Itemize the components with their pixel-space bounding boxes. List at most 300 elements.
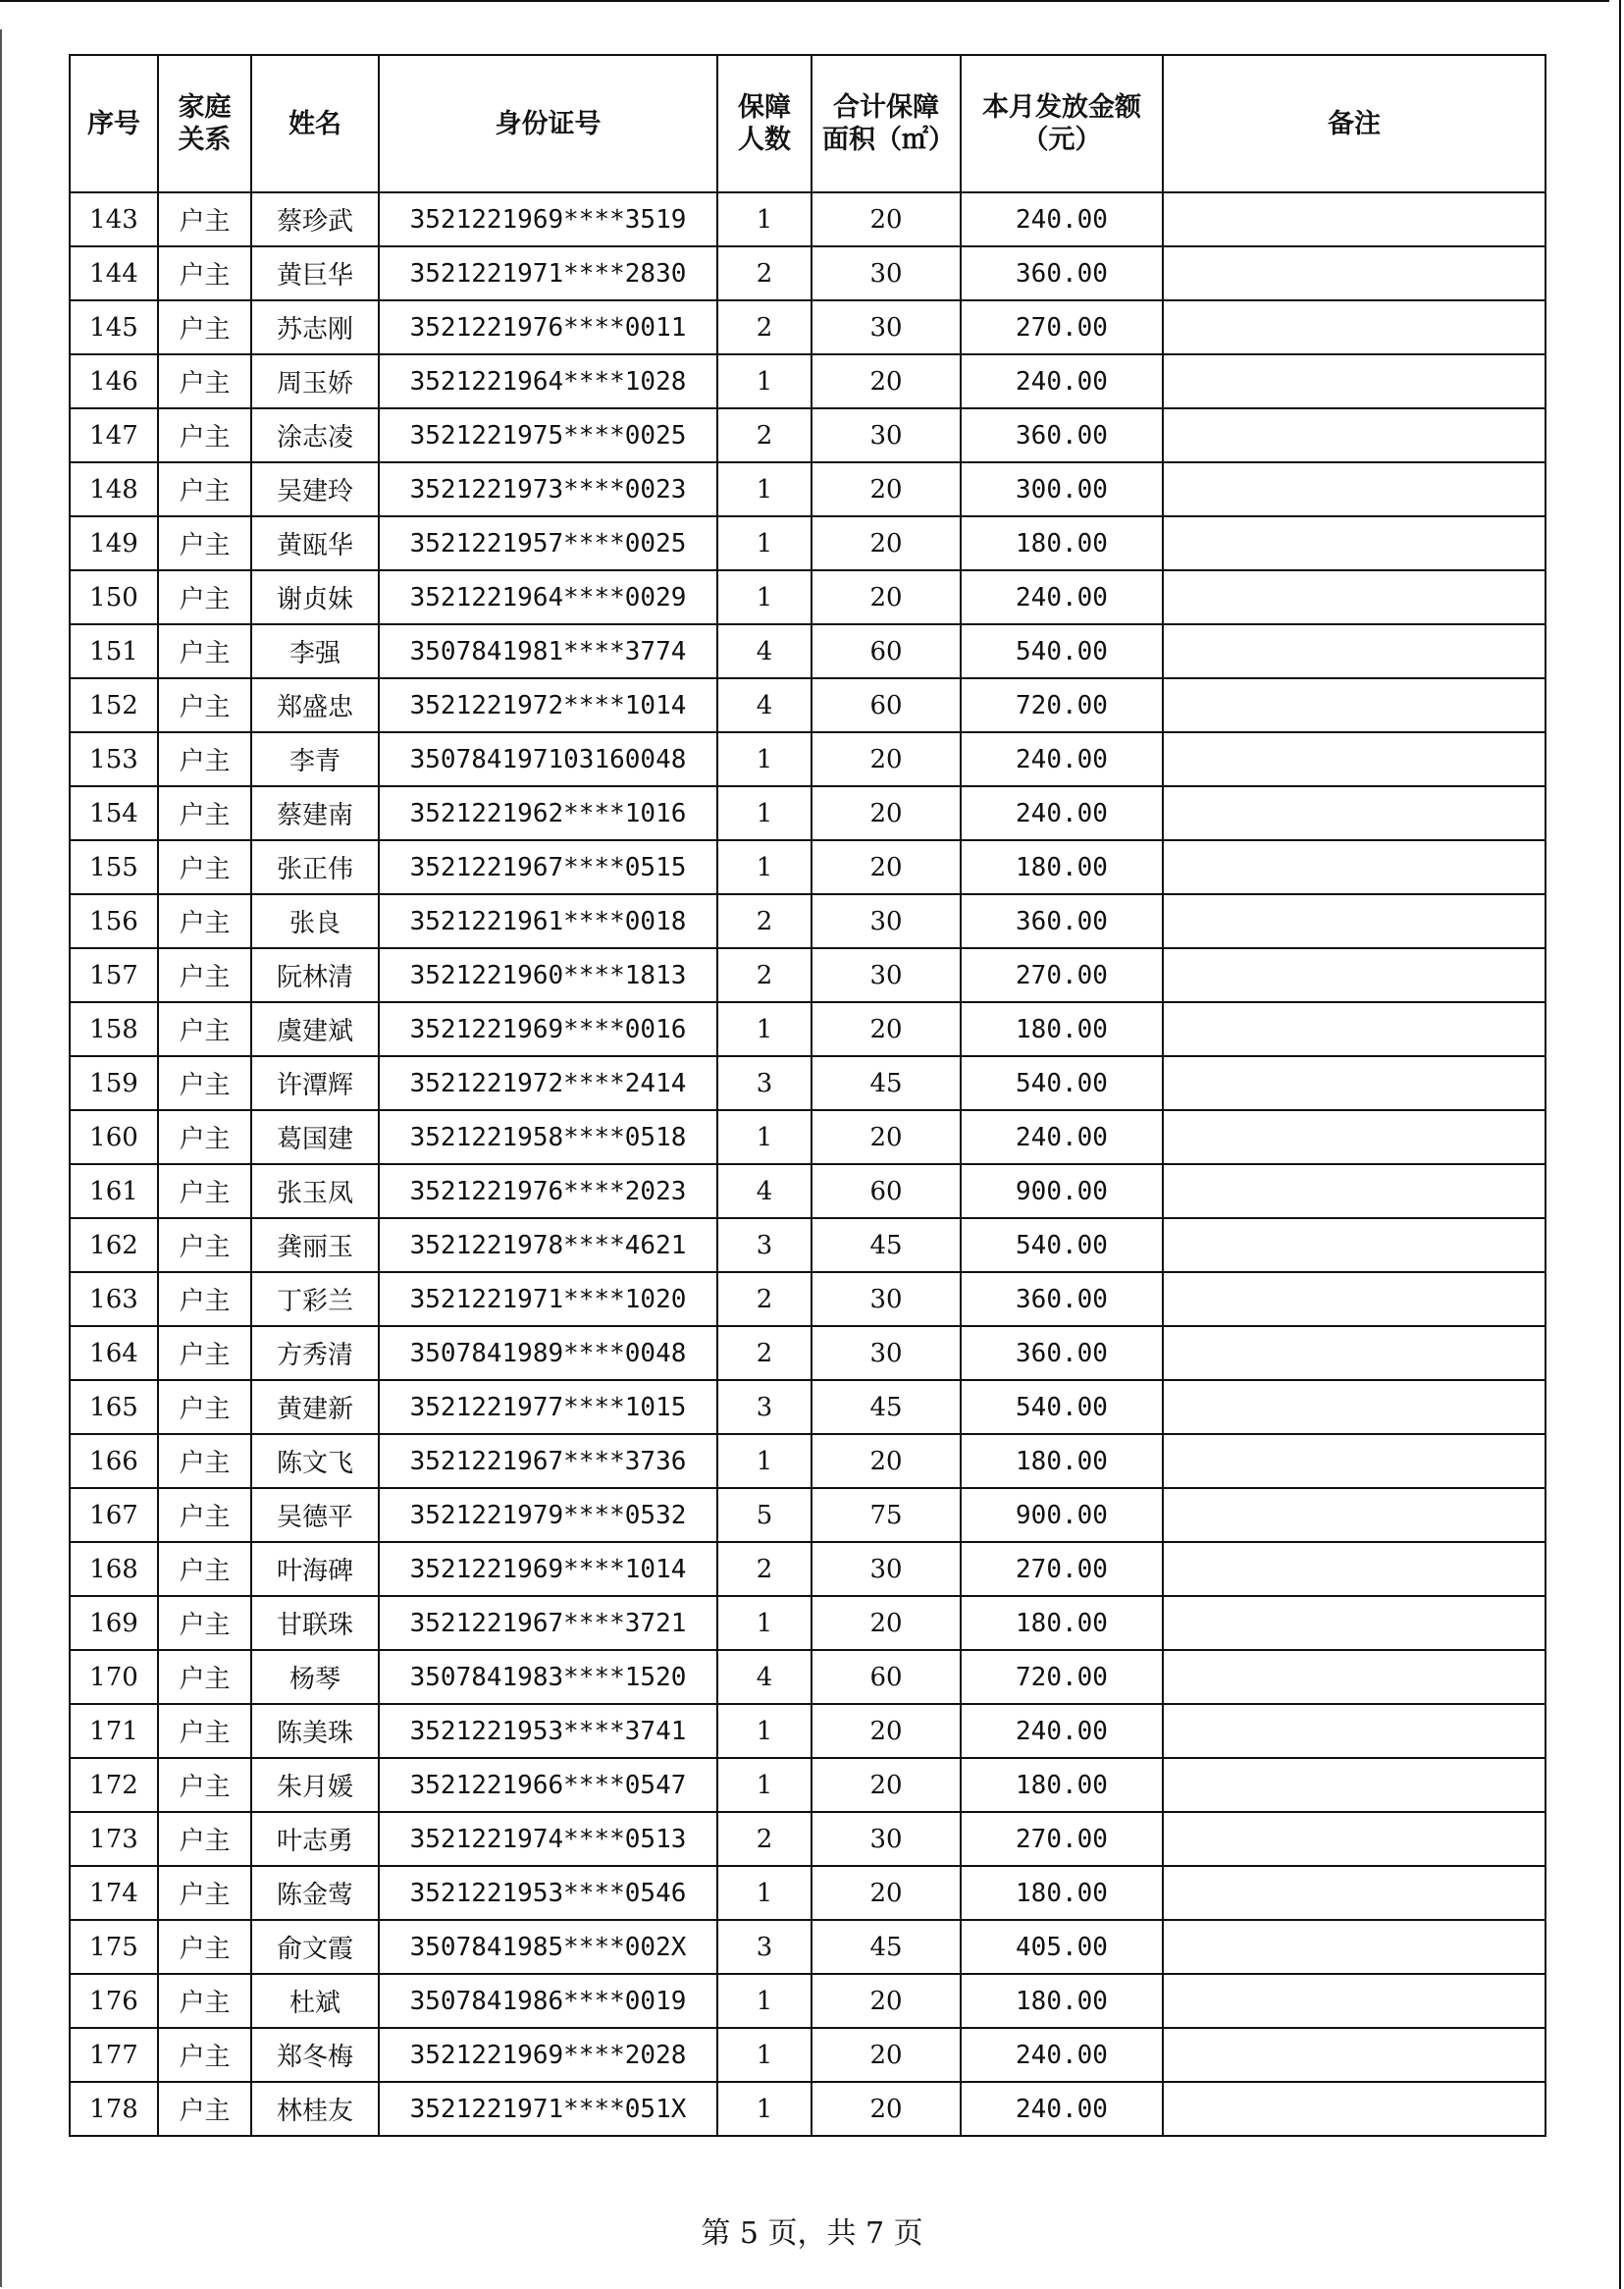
cell-persons: 2 (717, 1326, 812, 1380)
cell-id: 3521221969****1014 (379, 1542, 717, 1596)
cell-area: 20 (812, 1110, 961, 1164)
cell-persons: 1 (717, 1110, 812, 1164)
cell-amount: 540.00 (961, 1218, 1163, 1272)
cell-id: 3521221975****0025 (379, 408, 717, 462)
table-row (70, 1218, 1545, 1272)
cell-amount: 180.00 (961, 516, 1163, 570)
cell-id: 3521221958****0518 (379, 1110, 717, 1164)
cell-persons: 1 (717, 1434, 812, 1488)
cell-remark (1163, 1758, 1545, 1812)
cell-remark (1163, 624, 1545, 678)
header-row (70, 55, 1545, 192)
cell-id: 3521221977****1015 (379, 1380, 717, 1434)
cell-remark (1163, 948, 1545, 1002)
cell-relation: 户主 (158, 1002, 251, 1056)
cell-area: 30 (812, 1272, 961, 1326)
cell-area: 75 (812, 1488, 961, 1542)
cell-seq: 164 (70, 1326, 158, 1380)
cell-relation: 户主 (158, 1110, 251, 1164)
cell-seq: 175 (70, 1920, 158, 1974)
cell-persons: 1 (717, 354, 812, 408)
cell-persons: 1 (717, 840, 812, 894)
table-row (70, 948, 1545, 1002)
cell-remark (1163, 1866, 1545, 1920)
cell-amount: 900.00 (961, 1164, 1163, 1218)
cell-relation: 户主 (158, 1488, 251, 1542)
cell-area: 20 (812, 570, 961, 624)
cell-amount: 180.00 (961, 840, 1163, 894)
cell-area: 60 (812, 1650, 961, 1704)
cell-remark (1163, 2028, 1545, 2082)
cell-name: 丁彩兰 (251, 1272, 379, 1326)
cell-seq: 168 (70, 1542, 158, 1596)
cell-name: 黄巨华 (251, 246, 379, 300)
cell-id: 3521221967****3721 (379, 1596, 717, 1650)
cell-remark (1163, 1110, 1545, 1164)
table-row (70, 1380, 1545, 1434)
table-row (70, 1434, 1545, 1488)
cell-seq: 154 (70, 786, 158, 840)
page-edge-top (0, 0, 1609, 2)
cell-remark (1163, 300, 1545, 354)
cell-area: 30 (812, 408, 961, 462)
cell-area: 20 (812, 732, 961, 786)
cell-persons: 2 (717, 1812, 812, 1866)
cell-id: 3521221978****4621 (379, 1218, 717, 1272)
cell-relation: 户主 (158, 1272, 251, 1326)
table-row (70, 300, 1545, 354)
cell-relation: 户主 (158, 1650, 251, 1704)
cell-amount: 540.00 (961, 1380, 1163, 1434)
cell-seq: 145 (70, 300, 158, 354)
cell-id: 3521221967****3736 (379, 1434, 717, 1488)
cell-amount: 240.00 (961, 1110, 1163, 1164)
page-edge-right (1619, 0, 1621, 2289)
cell-seq: 155 (70, 840, 158, 894)
cell-remark (1163, 1650, 1545, 1704)
cell-seq: 162 (70, 1218, 158, 1272)
cell-amount: 180.00 (961, 1974, 1163, 2028)
cell-name: 蔡珍武 (251, 192, 379, 246)
cell-relation: 户主 (158, 2082, 251, 2136)
cell-name: 吴建玲 (251, 462, 379, 516)
cell-amount: 240.00 (961, 732, 1163, 786)
cell-amount: 270.00 (961, 300, 1163, 354)
cell-amount: 540.00 (961, 1056, 1163, 1110)
table-row (70, 246, 1545, 300)
cell-area: 60 (812, 678, 961, 732)
cell-relation: 户主 (158, 1380, 251, 1434)
cell-area: 60 (812, 624, 961, 678)
cell-relation: 户主 (158, 1164, 251, 1218)
cell-relation: 户主 (158, 408, 251, 462)
cell-id: 3521221971****2830 (379, 246, 717, 300)
table-row (70, 1110, 1545, 1164)
cell-area: 60 (812, 1164, 961, 1218)
cell-remark (1163, 1542, 1545, 1596)
cell-remark (1163, 1326, 1545, 1380)
cell-remark (1163, 1488, 1545, 1542)
cell-id: 350784197103160048 (379, 732, 717, 786)
cell-amount: 180.00 (961, 1434, 1163, 1488)
table-row (70, 1272, 1545, 1326)
cell-id: 3521221961****0018 (379, 894, 717, 948)
cell-id: 3521221953****0546 (379, 1866, 717, 1920)
cell-persons: 2 (717, 408, 812, 462)
cell-amount: 360.00 (961, 1326, 1163, 1380)
cell-area: 45 (812, 1218, 961, 1272)
cell-relation: 户主 (158, 246, 251, 300)
cell-seq: 174 (70, 1866, 158, 1920)
cell-persons: 1 (717, 732, 812, 786)
cell-name: 周玉娇 (251, 354, 379, 408)
cell-seq: 150 (70, 570, 158, 624)
cell-seq: 146 (70, 354, 158, 408)
cell-name: 许潭辉 (251, 1056, 379, 1110)
cell-area: 30 (812, 894, 961, 948)
cell-id: 3507841985****002X (379, 1920, 717, 1974)
cell-relation: 户主 (158, 1758, 251, 1812)
cell-id: 3521221972****2414 (379, 1056, 717, 1110)
cell-persons: 1 (717, 1974, 812, 2028)
cell-remark (1163, 516, 1545, 570)
cell-area: 20 (812, 1596, 961, 1650)
cell-amount: 180.00 (961, 1002, 1163, 1056)
cell-seq: 169 (70, 1596, 158, 1650)
cell-seq: 149 (70, 516, 158, 570)
cell-id: 3521221973****0023 (379, 462, 717, 516)
cell-name: 苏志刚 (251, 300, 379, 354)
cell-persons: 5 (717, 1488, 812, 1542)
cell-seq: 171 (70, 1704, 158, 1758)
table-row (70, 1488, 1545, 1542)
table-row (70, 1164, 1545, 1218)
cell-relation: 户主 (158, 1704, 251, 1758)
cell-area: 20 (812, 354, 961, 408)
cell-persons: 1 (717, 1002, 812, 1056)
cell-amount: 180.00 (961, 1758, 1163, 1812)
cell-id: 3521221976****0011 (379, 300, 717, 354)
cell-name: 郑冬梅 (251, 2028, 379, 2082)
cell-area: 30 (812, 948, 961, 1002)
cell-amount: 240.00 (961, 2082, 1163, 2136)
cell-seq: 143 (70, 192, 158, 246)
cell-persons: 1 (717, 192, 812, 246)
cell-relation: 户主 (158, 192, 251, 246)
roster-table (69, 54, 1546, 2137)
cell-relation: 户主 (158, 1866, 251, 1920)
table-row (70, 1704, 1545, 1758)
cell-relation: 户主 (158, 894, 251, 948)
cell-id: 3521221972****1014 (379, 678, 717, 732)
cell-id: 3521221969****0016 (379, 1002, 717, 1056)
cell-id: 3521221969****2028 (379, 2028, 717, 2082)
cell-relation: 户主 (158, 948, 251, 1002)
cell-name: 虞建斌 (251, 1002, 379, 1056)
cell-area: 20 (812, 840, 961, 894)
cell-persons: 3 (717, 1218, 812, 1272)
cell-id: 3507841983****1520 (379, 1650, 717, 1704)
cell-amount: 240.00 (961, 1704, 1163, 1758)
cell-seq: 157 (70, 948, 158, 1002)
cell-seq: 178 (70, 2082, 158, 2136)
cell-relation: 户主 (158, 462, 251, 516)
cell-relation: 户主 (158, 1326, 251, 1380)
cell-area: 20 (812, 1434, 961, 1488)
cell-amount: 900.00 (961, 1488, 1163, 1542)
table-row (70, 354, 1545, 408)
cell-id: 3521221974****0513 (379, 1812, 717, 1866)
cell-seq: 156 (70, 894, 158, 948)
cell-amount: 240.00 (961, 2028, 1163, 2082)
cell-relation: 户主 (158, 1218, 251, 1272)
cell-seq: 159 (70, 1056, 158, 1110)
cell-amount: 720.00 (961, 1650, 1163, 1704)
cell-name: 黄建新 (251, 1380, 379, 1434)
cell-relation: 户主 (158, 1974, 251, 2028)
header-name: 姓名 (251, 55, 379, 192)
cell-id: 3507841989****0048 (379, 1326, 717, 1380)
table-row (70, 786, 1545, 840)
cell-persons: 1 (717, 2082, 812, 2136)
cell-relation: 户主 (158, 1812, 251, 1866)
cell-name: 黄瓯华 (251, 516, 379, 570)
cell-name: 郑盛忠 (251, 678, 379, 732)
cell-seq: 177 (70, 2028, 158, 2082)
cell-seq: 161 (70, 1164, 158, 1218)
cell-remark (1163, 1920, 1545, 1974)
cell-area: 20 (812, 516, 961, 570)
cell-relation: 户主 (158, 786, 251, 840)
table-row (70, 1650, 1545, 1704)
cell-persons: 3 (717, 1920, 812, 1974)
cell-name: 龚丽玉 (251, 1218, 379, 1272)
cell-name: 张玉凤 (251, 1164, 379, 1218)
cell-seq: 170 (70, 1650, 158, 1704)
cell-relation: 户主 (158, 2028, 251, 2082)
cell-area: 20 (812, 2028, 961, 2082)
cell-name: 陈文飞 (251, 1434, 379, 1488)
table-row (70, 1326, 1545, 1380)
cell-amount: 360.00 (961, 408, 1163, 462)
table-row (70, 192, 1545, 246)
cell-name: 李青 (251, 732, 379, 786)
roster-body (70, 192, 1545, 2136)
cell-name: 朱月媛 (251, 1758, 379, 1812)
cell-relation: 户主 (158, 624, 251, 678)
cell-remark (1163, 894, 1545, 948)
cell-amount: 240.00 (961, 570, 1163, 624)
cell-id: 3521221960****1813 (379, 948, 717, 1002)
cell-area: 30 (812, 1326, 961, 1380)
table-row (70, 1974, 1545, 2028)
cell-name: 叶海碑 (251, 1542, 379, 1596)
header-persons: 保障人数 (717, 55, 812, 192)
cell-seq: 158 (70, 1002, 158, 1056)
cell-name: 涂志凌 (251, 408, 379, 462)
cell-remark (1163, 786, 1545, 840)
cell-id: 3521221962****1016 (379, 786, 717, 840)
cell-seq: 165 (70, 1380, 158, 1434)
cell-area: 30 (812, 1812, 961, 1866)
cell-area: 20 (812, 192, 961, 246)
cell-id: 3521221964****0029 (379, 570, 717, 624)
cell-area: 45 (812, 1380, 961, 1434)
cell-persons: 2 (717, 246, 812, 300)
cell-persons: 1 (717, 1866, 812, 1920)
cell-name: 葛国建 (251, 1110, 379, 1164)
cell-area: 20 (812, 1974, 961, 2028)
cell-remark (1163, 462, 1545, 516)
table-row (70, 1002, 1545, 1056)
cell-seq: 166 (70, 1434, 158, 1488)
cell-area: 20 (812, 2082, 961, 2136)
table-row (70, 894, 1545, 948)
cell-area: 45 (812, 1920, 961, 1974)
cell-seq: 152 (70, 678, 158, 732)
cell-persons: 1 (717, 570, 812, 624)
cell-persons: 3 (717, 1056, 812, 1110)
cell-id: 3507841986****0019 (379, 1974, 717, 2028)
cell-seq: 148 (70, 462, 158, 516)
cell-name: 杜斌 (251, 1974, 379, 2028)
page-edge-left (0, 29, 2, 2287)
cell-relation: 户主 (158, 1056, 251, 1110)
cell-persons: 2 (717, 1272, 812, 1326)
cell-remark (1163, 732, 1545, 786)
cell-name: 杨琴 (251, 1650, 379, 1704)
cell-amount: 405.00 (961, 1920, 1163, 1974)
cell-relation: 户主 (158, 300, 251, 354)
cell-relation: 户主 (158, 1920, 251, 1974)
cell-seq: 172 (70, 1758, 158, 1812)
cell-name: 林桂友 (251, 2082, 379, 2136)
cell-name: 陈美珠 (251, 1704, 379, 1758)
cell-name: 谢贞妹 (251, 570, 379, 624)
cell-amount: 270.00 (961, 948, 1163, 1002)
table-row (70, 408, 1545, 462)
cell-remark (1163, 192, 1545, 246)
table-row (70, 1758, 1545, 1812)
header-area: 合计保障面积（㎡） (812, 55, 961, 192)
cell-name: 陈金莺 (251, 1866, 379, 1920)
table-row (70, 2082, 1545, 2136)
cell-persons: 2 (717, 894, 812, 948)
cell-relation: 户主 (158, 354, 251, 408)
cell-id: 3521221957****0025 (379, 516, 717, 570)
cell-persons: 2 (717, 948, 812, 1002)
cell-area: 20 (812, 1866, 961, 1920)
cell-name: 李强 (251, 624, 379, 678)
cell-name: 张良 (251, 894, 379, 948)
cell-persons: 2 (717, 300, 812, 354)
cell-persons: 1 (717, 1758, 812, 1812)
cell-relation: 户主 (158, 1542, 251, 1596)
cell-remark (1163, 840, 1545, 894)
cell-id: 3521221969****3519 (379, 192, 717, 246)
cell-area: 20 (812, 1002, 961, 1056)
cell-amount: 720.00 (961, 678, 1163, 732)
cell-remark (1163, 408, 1545, 462)
cell-remark (1163, 570, 1545, 624)
table-row (70, 1542, 1545, 1596)
cell-amount: 180.00 (961, 1866, 1163, 1920)
cell-amount: 360.00 (961, 246, 1163, 300)
cell-remark (1163, 1272, 1545, 1326)
cell-relation: 户主 (158, 1434, 251, 1488)
cell-remark (1163, 1704, 1545, 1758)
table-row (70, 624, 1545, 678)
cell-persons: 1 (717, 516, 812, 570)
cell-area: 20 (812, 462, 961, 516)
table-row (70, 840, 1545, 894)
cell-remark (1163, 1812, 1545, 1866)
cell-persons: 1 (717, 462, 812, 516)
cell-remark (1163, 246, 1545, 300)
table-row (70, 732, 1545, 786)
cell-area: 45 (812, 1056, 961, 1110)
page-footer: 第 5 页，共 7 页 (701, 2216, 923, 2251)
cell-persons: 1 (717, 786, 812, 840)
cell-area: 20 (812, 1758, 961, 1812)
cell-seq: 167 (70, 1488, 158, 1542)
cell-name: 叶志勇 (251, 1812, 379, 1866)
cell-relation: 户主 (158, 1596, 251, 1650)
cell-remark (1163, 1596, 1545, 1650)
cell-name: 阮林清 (251, 948, 379, 1002)
cell-id: 3521221979****0532 (379, 1488, 717, 1542)
table-row (70, 1812, 1545, 1866)
table-row (70, 516, 1545, 570)
cell-id: 3521221971****051X (379, 2082, 717, 2136)
cell-persons: 2 (717, 1542, 812, 1596)
cell-remark (1163, 1164, 1545, 1218)
header-relation: 家庭关系 (158, 55, 251, 192)
cell-amount: 240.00 (961, 786, 1163, 840)
header-amount: 本月发放金额（元） (961, 55, 1163, 192)
cell-remark (1163, 678, 1545, 732)
cell-id: 3521221964****1028 (379, 354, 717, 408)
header-id: 身份证号 (379, 55, 717, 192)
cell-persons: 1 (717, 1704, 812, 1758)
table-row (70, 1920, 1545, 1974)
table-row (70, 678, 1545, 732)
cell-persons: 4 (717, 1650, 812, 1704)
cell-name: 吴德平 (251, 1488, 379, 1542)
cell-seq: 173 (70, 1812, 158, 1866)
cell-seq: 147 (70, 408, 158, 462)
cell-amount: 540.00 (961, 624, 1163, 678)
cell-remark (1163, 2082, 1545, 2136)
cell-amount: 180.00 (961, 1596, 1163, 1650)
table-row (70, 1596, 1545, 1650)
cell-persons: 4 (717, 678, 812, 732)
table-row (70, 1056, 1545, 1110)
cell-relation: 户主 (158, 840, 251, 894)
cell-id: 3521221967****0515 (379, 840, 717, 894)
cell-name: 张正伟 (251, 840, 379, 894)
cell-area: 20 (812, 1704, 961, 1758)
cell-area: 30 (812, 1542, 961, 1596)
cell-seq: 176 (70, 1974, 158, 2028)
cell-amount: 240.00 (961, 354, 1163, 408)
cell-remark (1163, 354, 1545, 408)
table-row (70, 570, 1545, 624)
cell-remark (1163, 1974, 1545, 2028)
cell-id: 3507841981****3774 (379, 624, 717, 678)
cell-name: 甘联珠 (251, 1596, 379, 1650)
cell-name: 方秀清 (251, 1326, 379, 1380)
